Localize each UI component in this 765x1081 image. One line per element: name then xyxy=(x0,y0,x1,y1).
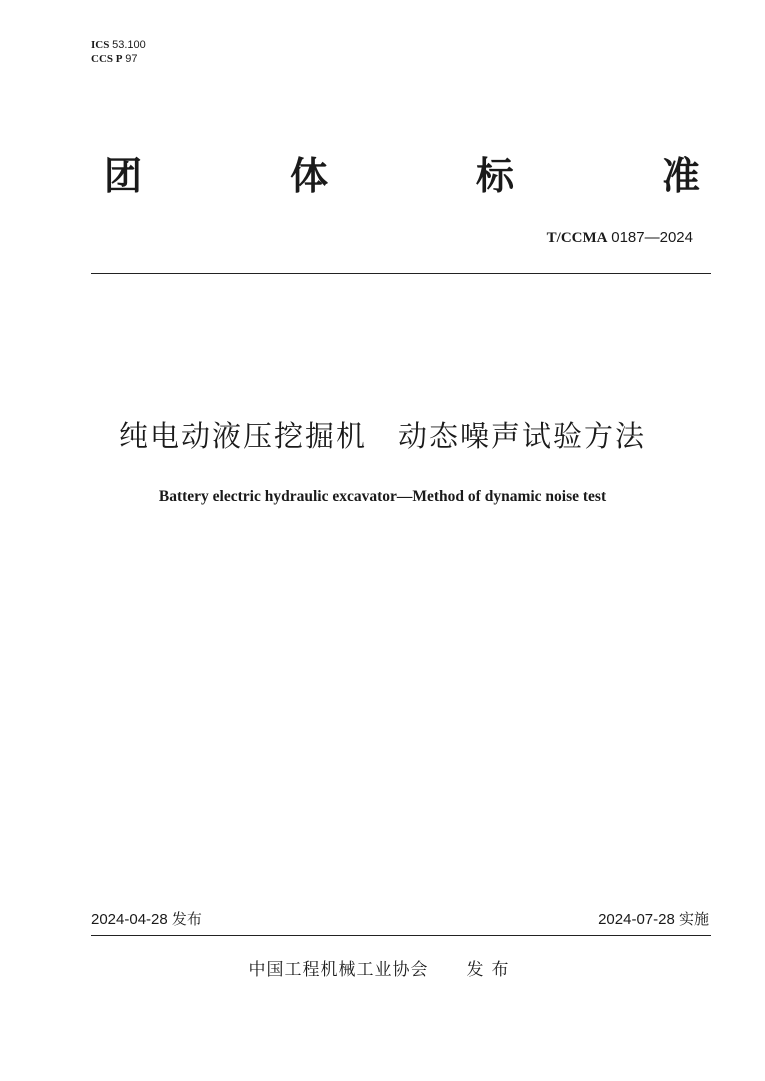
title-english: Battery electric hydraulic excavator—Method of dynamic noise test xyxy=(158,488,607,505)
standard-type-heading xyxy=(104,152,700,200)
implementation-date: 2024-07-28 实施 xyxy=(598,911,709,928)
publisher-organization: 中国工程机械工业协会 xyxy=(248,960,429,980)
ics-label: ICS xyxy=(91,39,110,51)
bottom-divider xyxy=(91,935,711,936)
ccs-label: CCS P xyxy=(91,53,123,65)
standard-number-code: 0187—2024 xyxy=(611,229,693,246)
publisher-line xyxy=(0,957,765,983)
standard-type-char: 团 xyxy=(104,154,143,198)
ccs-code xyxy=(91,52,146,66)
standard-type-char: 标 xyxy=(475,154,514,198)
ics-value: 53.100 xyxy=(112,39,146,51)
title-chinese: 纯电动液压挖掘机 动态噪声试验方法 xyxy=(118,419,646,453)
publisher-action: 发布 xyxy=(466,960,517,980)
release-date: 2024-04-28 发布 xyxy=(91,911,202,928)
standard-number-prefix: T/CCMA xyxy=(546,230,608,246)
ccs-value: 97 xyxy=(125,53,138,65)
standard-type-char: 准 xyxy=(661,154,700,198)
standard-number xyxy=(547,228,693,248)
classification-codes xyxy=(91,38,146,66)
top-divider xyxy=(91,273,711,274)
standard-type-char: 体 xyxy=(289,154,328,198)
ics-code xyxy=(91,38,146,52)
